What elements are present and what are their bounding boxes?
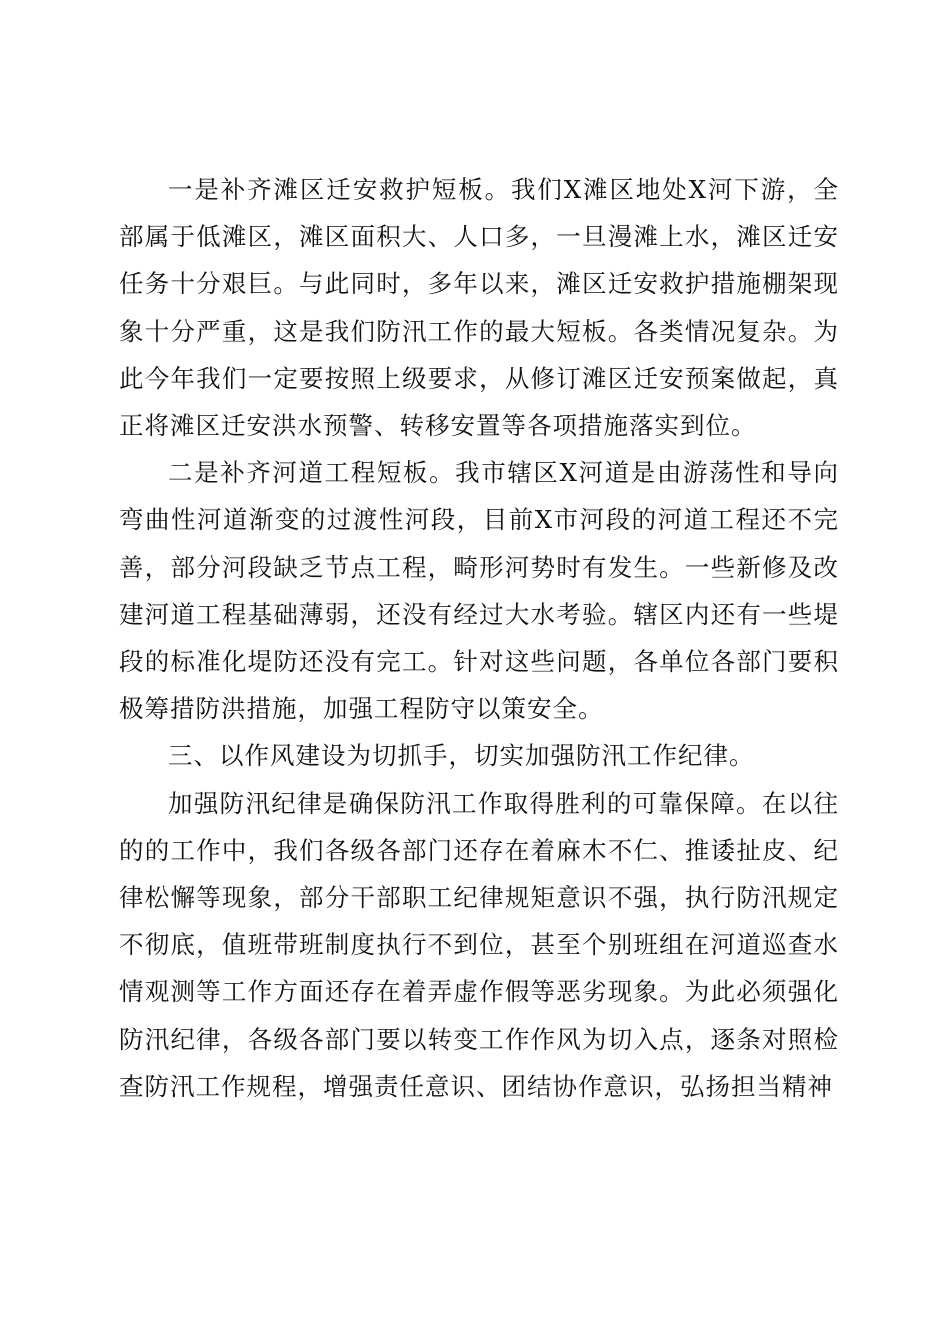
paragraph-fill-gap-flood-area: 一是补齐滩区迁安救护短板。我们X滩区地处X河下游，全部属于低滩区，滩区面积大、人口多，一旦漫滩上水，滩区迁安任务十分艰巨。与此同时，多年以来，滩区迁安救护措施棚架现象十分严重，这是我们防汛工作的最大短板。各类情况复杂。为此今年我们一定要按照上级要求，从修订滩区迁安预案做起，真正将滩区迁安洪水预警、转移安置等各项措施落实到位。: [119, 175, 839, 441]
document-body: [119, 166, 839, 1110]
paragraph-fill-gap-river-works: 二是补齐河道工程短板。我市辖区X河道是由游荡性和导向弯曲性河道渐变的过渡性河段，目前X市河段的河道工程还不完善，部分河段缺乏节点工程，畸形河势时有发生。一些新修及改建河道工程基础薄弱，还没有经过大水考验。辖区内还有一些堤段的标准化堤防还没有完工。针对这些问题，各单位各部门要积极筹措防洪措施，加强工程防守以策安全。: [119, 458, 839, 724]
section-heading-discipline: 三、以作风建设为切抓手，切实加强防汛工作纪律。: [168, 741, 755, 771]
paragraph-discipline: 加强防汛纪律是确保防汛工作取得胜利的可靠保障。在以往的的工作中，我们各级各部门还存在着麻木不仁、推诿扯皮、纪律松懈等现象，部分干部职工纪律规矩意识不强，执行防汛规定不彻底，值班带班制度执行不到位，甚至个别班组在河道巡查水情观测等工作方面还存在着弄虚作假等恶劣现象。为此必须强化防汛纪律，各级各部门要以转变工作作风为切入点，逐条对照检查防汛工作规程，增强责任意识、团结协作意识，弘扬担当精神: [119, 788, 839, 1101]
